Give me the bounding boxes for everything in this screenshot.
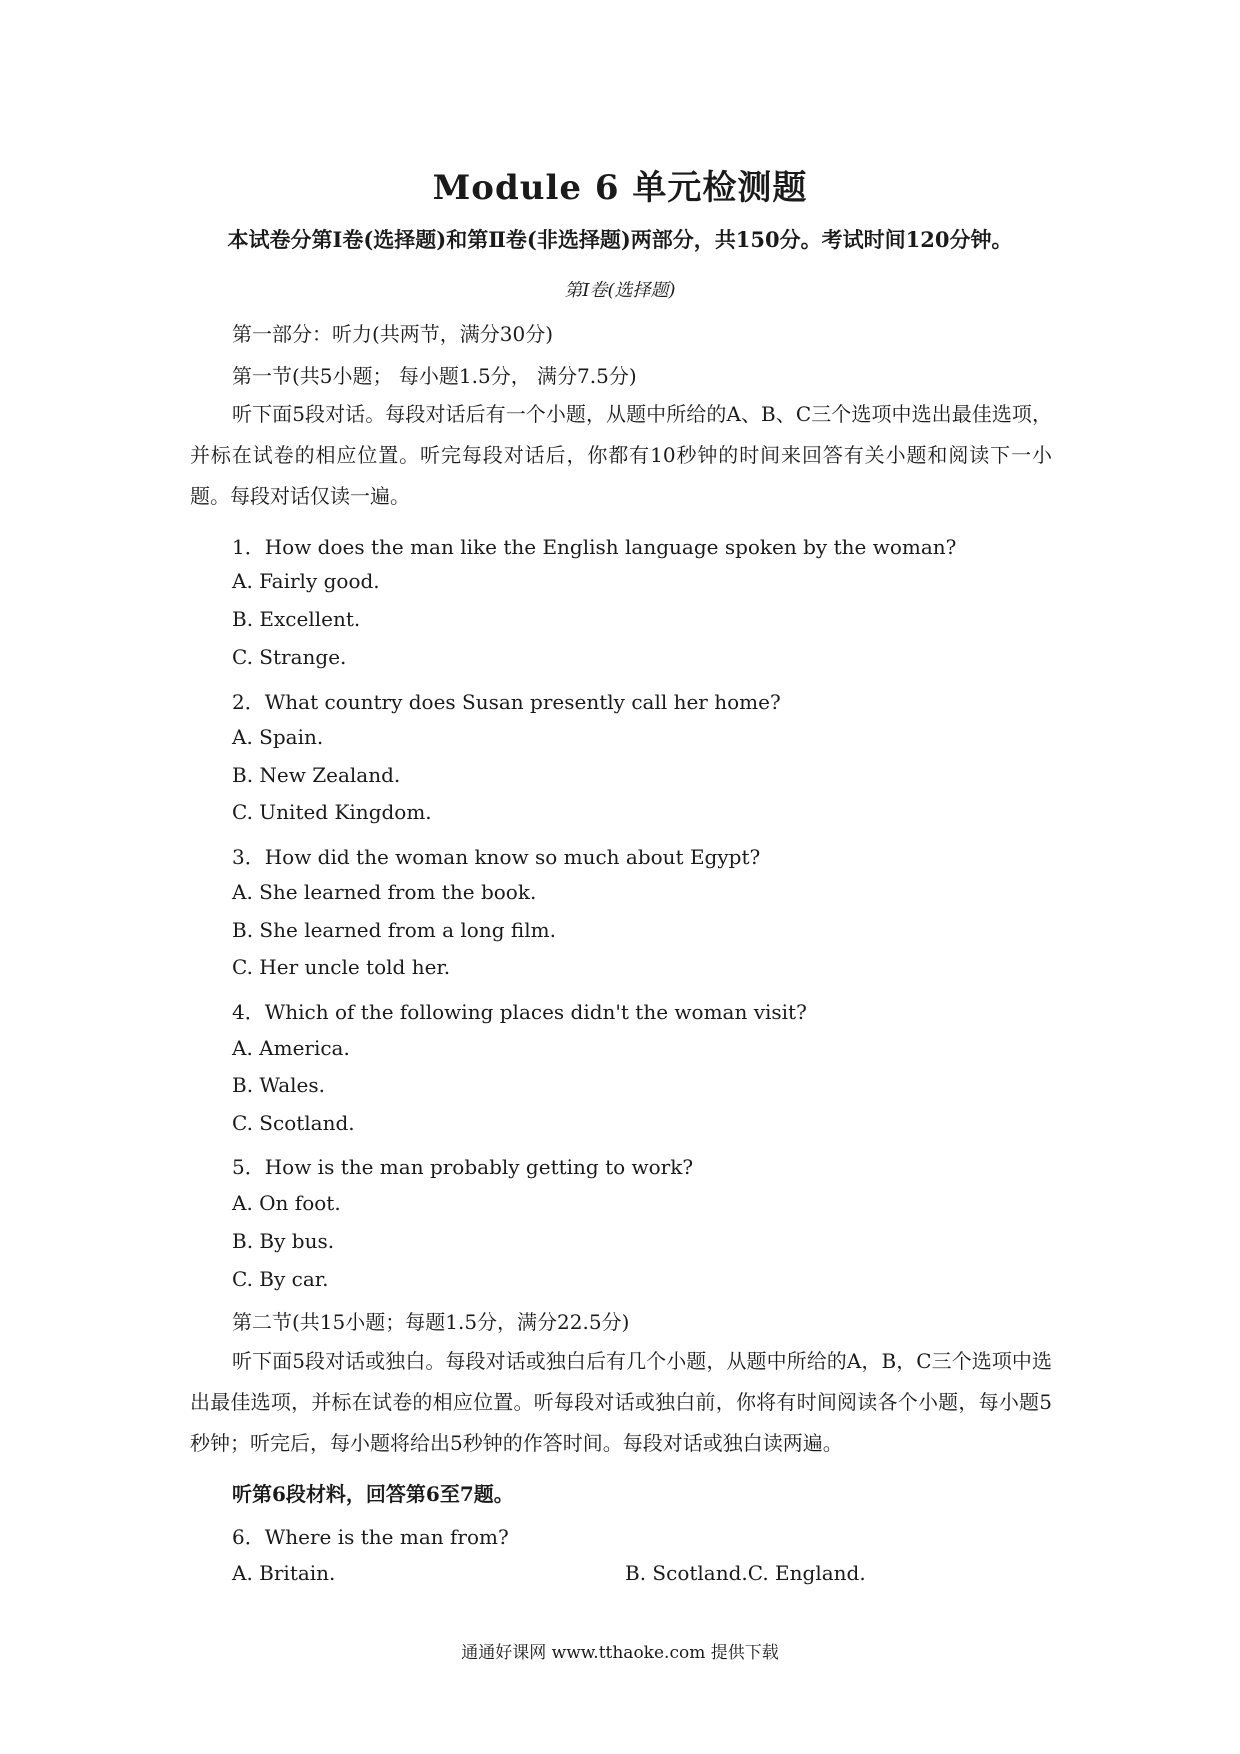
section1-heading: 第一节(共5小题； 每小题1.5分， 满分7.5分) <box>232 364 637 388</box>
question-6-stem: 6．Where is the man from? <box>232 1525 509 1549</box>
question-2-stem: 2．What country does Susan presently call her home? <box>232 690 781 714</box>
question-5-stem: 5．How is the man probably getting to work? <box>232 1155 694 1179</box>
question-6-option-bc: B. Scotland.C. England. <box>625 1561 866 1585</box>
question-3-option-b: B. She learned from a long film. <box>232 918 556 942</box>
question-1-option-b: B. Excellent. <box>232 607 361 631</box>
question-1-option-a: A. Fairly good. <box>232 569 380 593</box>
question-5-option-c: C. By car. <box>232 1267 329 1291</box>
question-3-option-c: C. Her uncle told her. <box>232 955 451 979</box>
page-footer: 通通好课网 www.tthaoke.com 提供下载 <box>461 1643 779 1663</box>
question-4-option-b: B. Wales. <box>232 1073 326 1097</box>
question-2-option-a: A. Spain. <box>232 725 324 749</box>
question-1-stem: 1．How does the man like the English language spoken by the woman? <box>232 535 957 559</box>
question-3-option-a: A. She learned from the book. <box>232 880 537 904</box>
material6-heading: 听第6段材料，回答第6至7题。 <box>232 1482 514 1506</box>
question-4-option-c: C. Scotland. <box>232 1111 355 1135</box>
section2-heading: 第二节(共15小题；每题1.5分，满分22.5分) <box>232 1310 630 1334</box>
exam-intro: 本试卷分第Ⅰ卷(选择题)和第Ⅱ卷(非选择题)两部分，共150分。考试时间120分钟。 <box>227 227 1013 252</box>
question-1-option-c: C. Strange. <box>232 645 347 669</box>
section2-instructions: 听下面5段对话或独白。每段对话或独白后有几个小题，从题中所给的A，B，C三个选项中选出最佳选项，并标在试卷的相应位置。听每段对话或独白前，你将有时间阅读各个小题，每小题5秒钟；听完后，每小题将给出5秒钟的作答时间。每段对话或独白读两遍。 <box>190 1349 1052 1455</box>
volume-heading: 第Ⅰ卷(选择题) <box>564 280 676 301</box>
question-5-option-a: A. On foot. <box>232 1191 341 1215</box>
part1-heading: 第一部分：听力(共两节，满分30分) <box>232 322 554 346</box>
section1-instructions: 听下面5段对话。每段对话后有一个小题，从题中所给的A、B、C三个选项中选出最佳选项，并标在试卷的相应位置。听完每段对话后，你都有10秒钟的时间来回答有关小题和阅读下一小题。每段对话仅读一遍。 <box>190 402 1052 508</box>
page-title: Module 6 单元检测题 <box>432 168 808 208</box>
question-4-stem: 4．Which of the following places didn't the woman visit? <box>232 1000 807 1024</box>
question-6-option-a: A. Britain. <box>232 1561 336 1585</box>
question-5-option-b: B. By bus. <box>232 1229 335 1253</box>
question-2-option-c: C. United Kingdom. <box>232 800 432 824</box>
question-2-option-b: B. New Zealand. <box>232 763 401 787</box>
question-3-stem: 3．How did the woman know so much about Egypt? <box>232 845 761 869</box>
question-4-option-a: A. America. <box>232 1036 350 1060</box>
